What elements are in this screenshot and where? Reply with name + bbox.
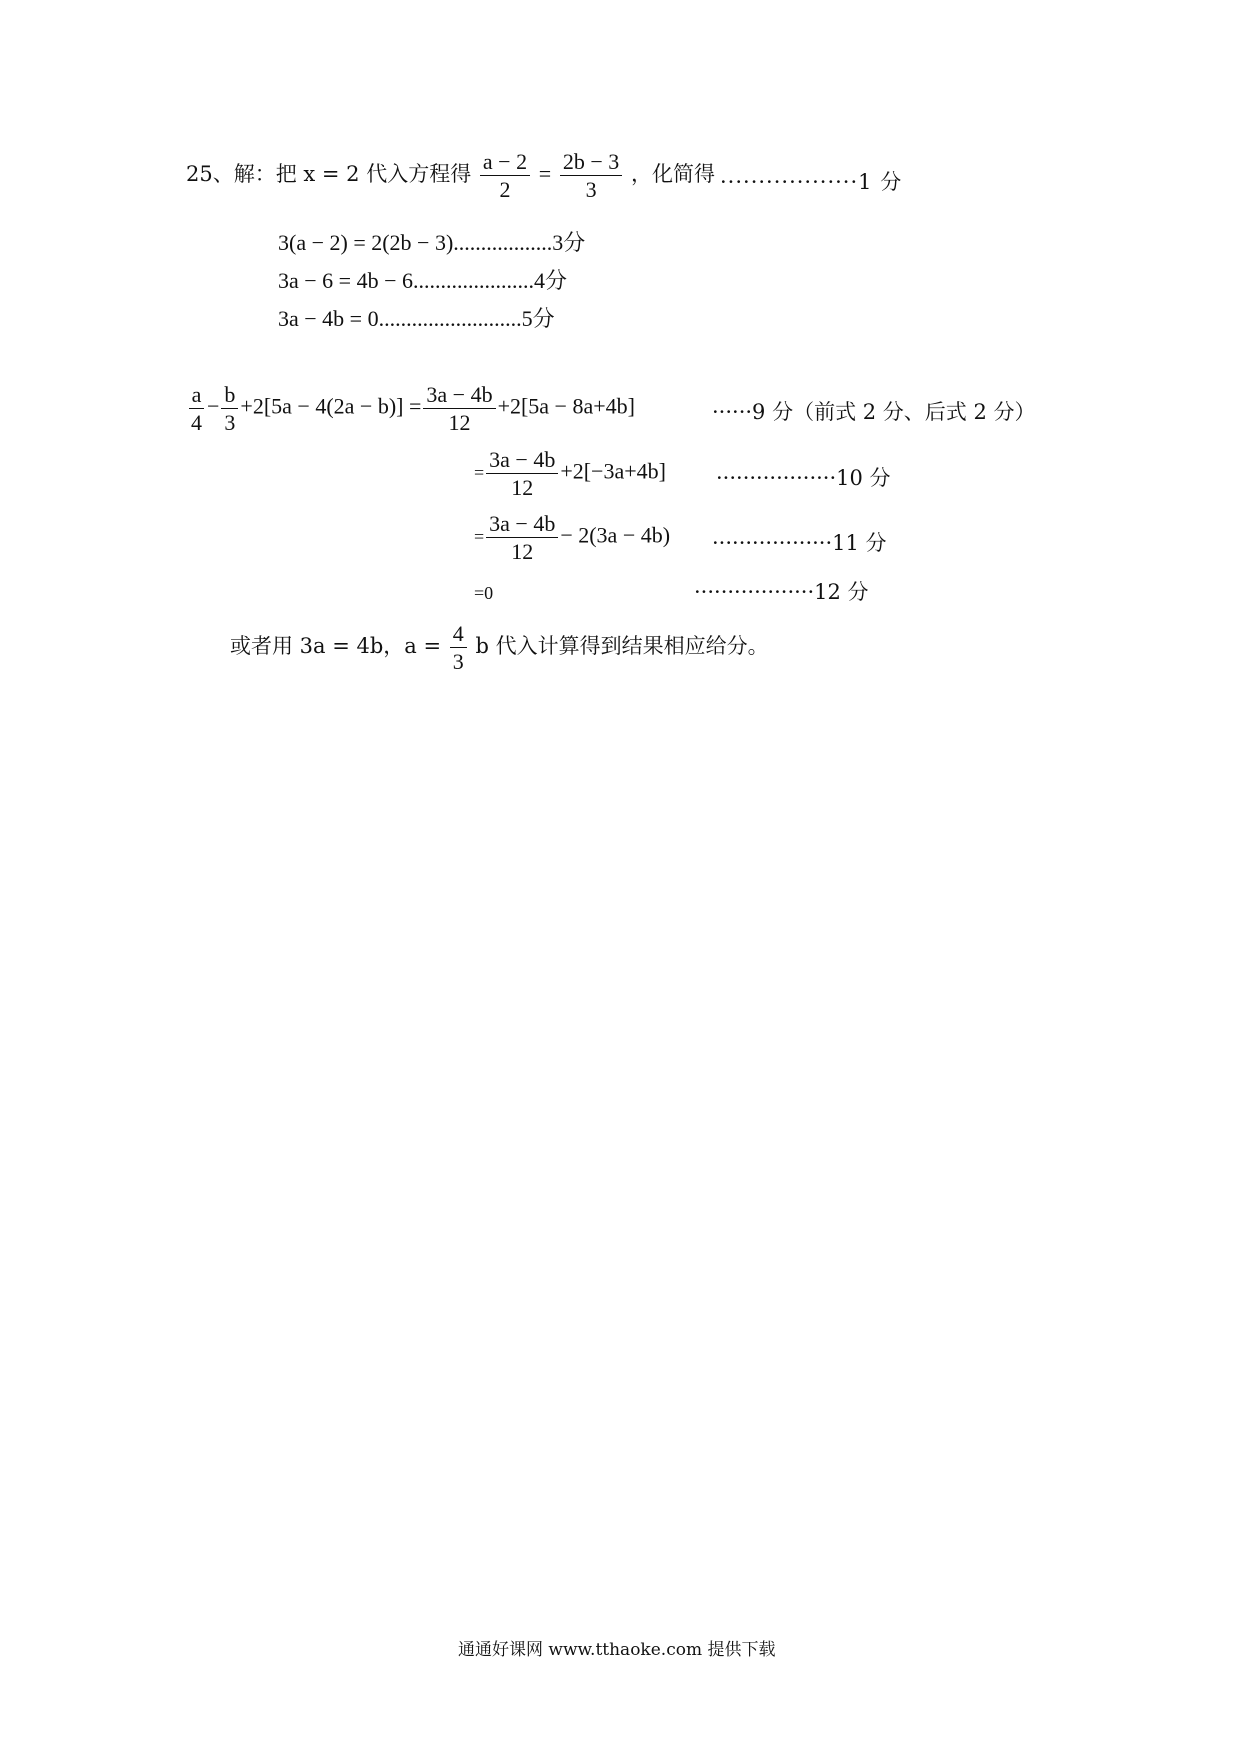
fraction-3a-minus-4b-over-12 — [486, 448, 558, 499]
bracket-expression: +2[−3a+4b] — [560, 458, 666, 484]
alt-suffix: b 代入计算得到结果相应给分。 — [475, 634, 769, 659]
minus-sign: − — [207, 393, 220, 419]
fraction-a-minus-2-over-2 — [480, 150, 530, 201]
simplify-line-1 — [186, 383, 635, 434]
fraction-numerator: 4 — [450, 622, 467, 648]
intro-line — [186, 150, 715, 201]
score-1: ··················1 分 — [720, 170, 903, 194]
score-11: ··················11 分 — [712, 531, 887, 555]
bracket-expression: +2[5a − 4(2a − b)] = — [240, 393, 422, 419]
alt-prefix: 或者用 3a = 4b，a = — [230, 634, 442, 659]
fraction-3a-minus-4b-over-12 — [423, 383, 495, 434]
equals-sign: = — [474, 526, 485, 547]
simplify-line-2 — [474, 448, 666, 499]
step-expression: 3(a − 2) = 2(2b − 3) — [278, 230, 454, 255]
fraction-numerator: 3a − 4b — [423, 383, 495, 409]
fraction-b-over-3 — [221, 383, 238, 434]
fraction-denominator: 3 — [585, 177, 597, 203]
step-expression: 3a − 4b = 0 — [278, 306, 379, 331]
fraction-numerator: 2b − 3 — [560, 150, 622, 176]
bracket-expression: − 2(3a − 4b) — [560, 522, 671, 548]
step-score: 5分 — [521, 306, 555, 331]
fraction-denominator: 12 — [448, 410, 471, 436]
alternative-method-line — [230, 622, 769, 673]
step-score: 4分 — [534, 268, 568, 293]
equals-sign: = — [538, 161, 552, 187]
simplify-line-3 — [474, 512, 670, 563]
fraction-denominator: 12 — [511, 475, 534, 501]
fraction-numerator: 3a − 4b — [486, 448, 558, 474]
step-dots: .................. — [453, 230, 553, 255]
fraction-3a-minus-4b-over-12 — [486, 512, 558, 563]
step-line — [278, 232, 585, 254]
intro-prefix: 25、解：把 x = 2 代入方程得 — [186, 162, 472, 187]
fraction-numerator: 3a − 4b — [486, 512, 558, 538]
fraction-denominator: 12 — [511, 539, 534, 565]
page-footer: 通通好课网 www.tthaoke.com 提供下载 — [458, 1640, 776, 1660]
bracket-expression: +2[5a − 8a+4b] — [497, 393, 635, 419]
step-dots: ...................... — [413, 268, 534, 293]
simplify-line-4: =0 — [474, 583, 494, 603]
step-line — [278, 308, 555, 330]
fraction-a-over-4 — [188, 383, 205, 434]
fraction-numerator: b — [221, 383, 238, 409]
fraction-denominator: 4 — [191, 410, 202, 436]
step-expression: 3a − 6 = 4b − 6 — [278, 268, 413, 293]
step-score: 3分 — [552, 230, 586, 255]
fraction-2b-minus-3-over-3 — [560, 150, 622, 201]
fraction-denominator: 3 — [452, 649, 464, 675]
intro-suffix: ，化简得 — [631, 162, 715, 187]
score-12: ··················12 分 — [694, 580, 869, 604]
step-line — [278, 270, 567, 292]
fraction-4-over-3 — [450, 622, 467, 673]
score-10: ··················10 分 — [716, 466, 891, 490]
fraction-numerator: a − 2 — [480, 150, 530, 176]
step-dots: .......................... — [378, 306, 522, 331]
fraction-numerator: a — [189, 383, 205, 409]
fraction-denominator: 2 — [499, 177, 511, 203]
score-9: ······9 分（前式 2 分、后式 2 分） — [712, 400, 1036, 424]
fraction-denominator: 3 — [224, 410, 236, 436]
equals-sign: = — [474, 462, 485, 483]
